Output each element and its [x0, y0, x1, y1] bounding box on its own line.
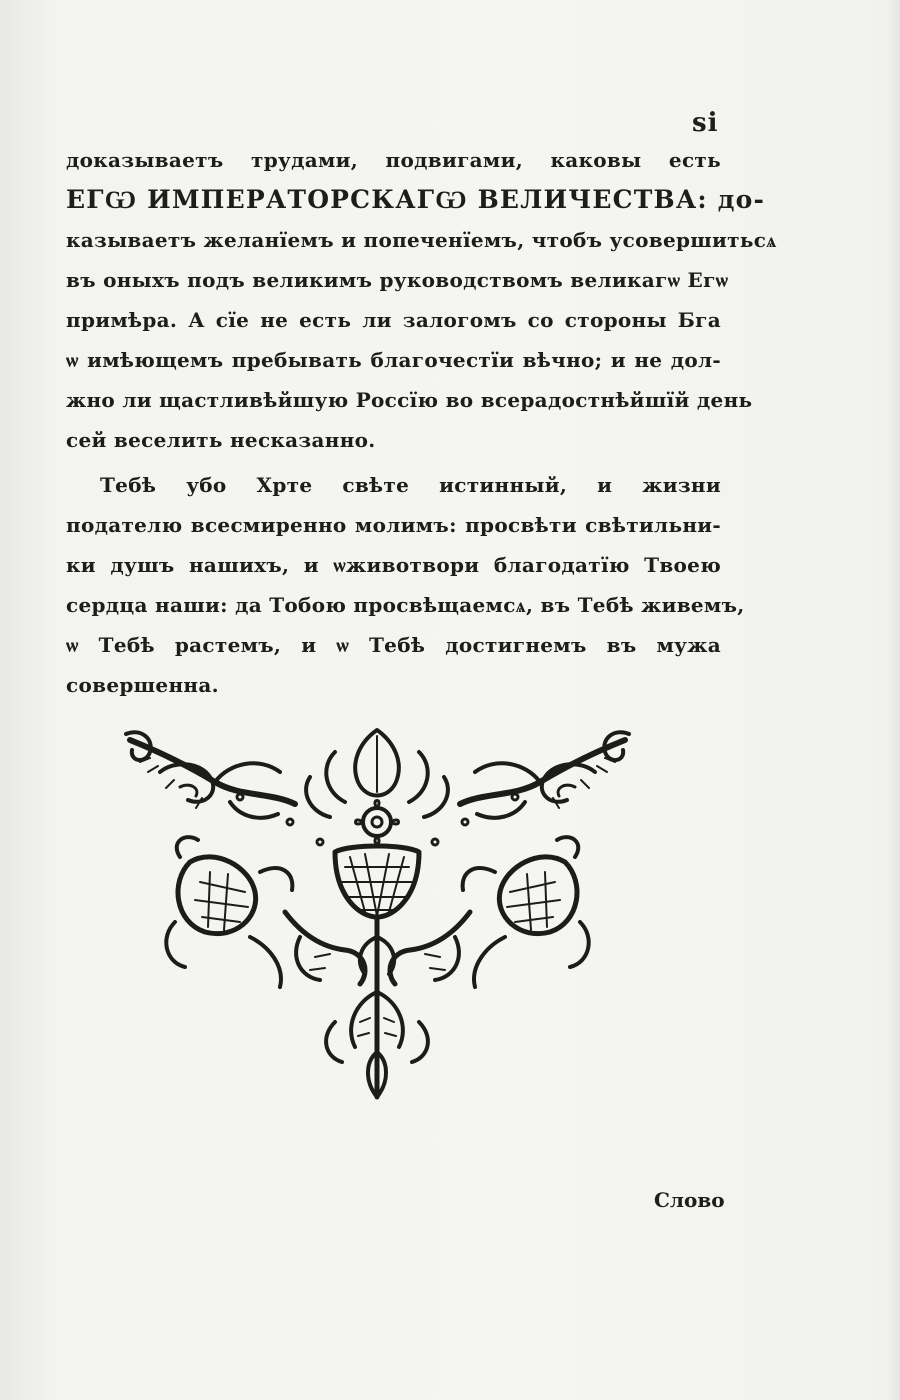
text-line: Тебѣ убо Хрте свѣте истинный, и жизни	[100, 473, 721, 497]
text-line: примѣра. А сїе не есть ли залогомъ со стороны Бга	[66, 308, 721, 332]
text-line: въ оныхъ подъ великимъ руководствомъ великагѡ Егѡ	[66, 268, 729, 292]
text-line-last: сей веселить несказанно.	[66, 428, 376, 452]
floral-woodcut-headpiece-icon	[120, 722, 635, 1107]
text-line: ѡ имѣющемъ пребывать благочестїи вѣчно; и не дол-	[66, 348, 721, 372]
main-text	[66, 140, 777, 705]
page-number: ѕі	[692, 108, 719, 138]
text-line: доказываетъ трудами, подвигами, каковы есть	[66, 148, 721, 172]
page-edge-shadow	[886, 0, 900, 1400]
text-line: ки душъ нашихъ, и ѡживотвори благодатїю Твоею	[66, 553, 721, 577]
text-line: подателю всесмиренно молимъ: просвѣти свѣтильни-	[66, 513, 721, 537]
text-line: ѡ Тебѣ растемъ, и ѡ Тебѣ достигнемъ въ мужа	[66, 633, 721, 657]
catchword: Слово	[654, 1188, 725, 1212]
text-line-emphasis: ЕГѠ ИМПЕРАТОРСКАГѠ ВЕЛИЧЕСТВА: до-	[66, 185, 766, 214]
text-line: сердца наши: да Тобою просвѣщаемсѧ, въ Тебѣ живемъ,	[66, 593, 745, 617]
text-line: жно ли щастливѣйшую Россїю во всерадостнѣйшїй день	[66, 388, 753, 412]
text-line-last: совершенна.	[66, 673, 219, 697]
text-line: казываетъ желанїемъ и попеченїемъ, чтобъ усовершитьсѧ	[66, 228, 777, 252]
